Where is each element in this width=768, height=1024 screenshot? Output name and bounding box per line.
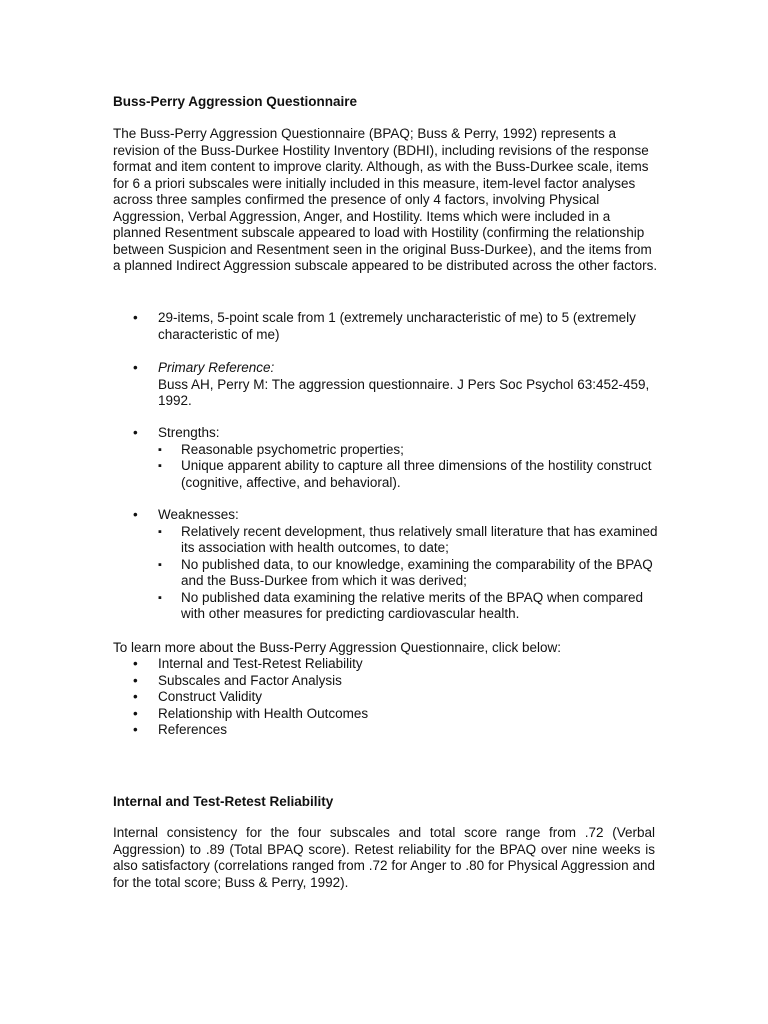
primary-reference-text: Buss AH, Perry M: The aggression questionnaire. J Pers Soc Psychol 63:452-459, 1992.: [158, 376, 650, 408]
strength-item: ▪ Unique apparent ability to capture all three dimensions of the hostility construct (cognitive, affective, and behavioral).: [158, 458, 658, 491]
section-links-list: [113, 656, 658, 739]
reliability-paragraph: Internal consistency for the four subscales and total score range from .72 (Verbal Aggression) to .89 (Total BPAQ score). Retest reliability for the BPAQ over nine weeks is also satisfactory (correlations ranged from .72 for Anger to .80 for Physical Aggression and for the total score; Buss & Perry, 1992).: [113, 825, 655, 890]
bullet-item-scale: • 29-items, 5-point scale from 1 (extremely uncharacteristic of me) to 5 (extremely characteristic of me): [113, 310, 658, 343]
bullet-list-strengths: [113, 425, 658, 491]
bullet-list-reference: [113, 360, 658, 410]
weakness-item: ▪ No published data, to our knowledge, examining the comparability of the BPAQ and the Buss-Durkee from which it was derived;: [158, 557, 658, 590]
primary-reference-label: Primary Reference:: [158, 360, 275, 375]
bullet-list-items: [113, 310, 658, 343]
link-references[interactable]: • References: [113, 722, 658, 739]
strengths-list: [158, 442, 658, 492]
strength-item: ▪ Reasonable psychometric properties;: [158, 442, 658, 459]
link-construct-validity[interactable]: • Construct Validity: [113, 689, 658, 706]
bullet-item-reference: [113, 360, 658, 410]
learn-more-text: To learn more about the Buss-Perry Aggression Questionnaire, click below:: [113, 640, 561, 655]
link-internal-reliability[interactable]: • Internal and Test-Retest Reliability: [113, 656, 658, 673]
link-subscales-factor-analysis[interactable]: • Subscales and Factor Analysis: [113, 673, 658, 690]
section-title-reliability: Internal and Test-Retest Reliability: [113, 794, 334, 809]
bullet-item-weaknesses: [113, 507, 658, 623]
link-health-outcomes[interactable]: • Relationship with Health Outcomes: [113, 706, 658, 723]
bullet-list-weaknesses: [113, 507, 658, 623]
bullet-item-strengths: [113, 425, 658, 491]
weakness-item: ▪ No published data examining the relative merits of the BPAQ when compared with other measures for predicting cardiovascular health.: [158, 590, 658, 623]
weaknesses-list: [158, 524, 658, 623]
section-title-bpaq: Buss-Perry Aggression Questionnaire: [113, 94, 358, 109]
intro-paragraph: The Buss-Perry Aggression Questionnaire (BPAQ; Buss & Perry, 1992) represents a revision of the Buss-Durkee Hostility Inventory (BDHI), including revisions of the response format and item content to improve clarity. Although, as with the Buss-Durkee scale, items for 6 a priori subscales were initially included in this measure, item-level factor analyses across three samples confirmed the presence of only 4 factors, involving Physical Aggression, Verbal Aggression, Anger, and Hostility. Items which were included in a planned Resentment subscale appeared to load with Hostility (confirming the relationship between Suspicion and Resentment seen in the original Buss-Durkee), and the items from a planned Indirect Aggression subscale appeared to be distributed across the other factors.: [113, 126, 658, 273]
weaknesses-label: Weaknesses:: [158, 507, 239, 522]
strengths-label: Strengths:: [158, 425, 220, 440]
weakness-item: ▪ Relatively recent development, thus relatively small literature that has examined its association with health outcomes, to date;: [158, 524, 658, 557]
